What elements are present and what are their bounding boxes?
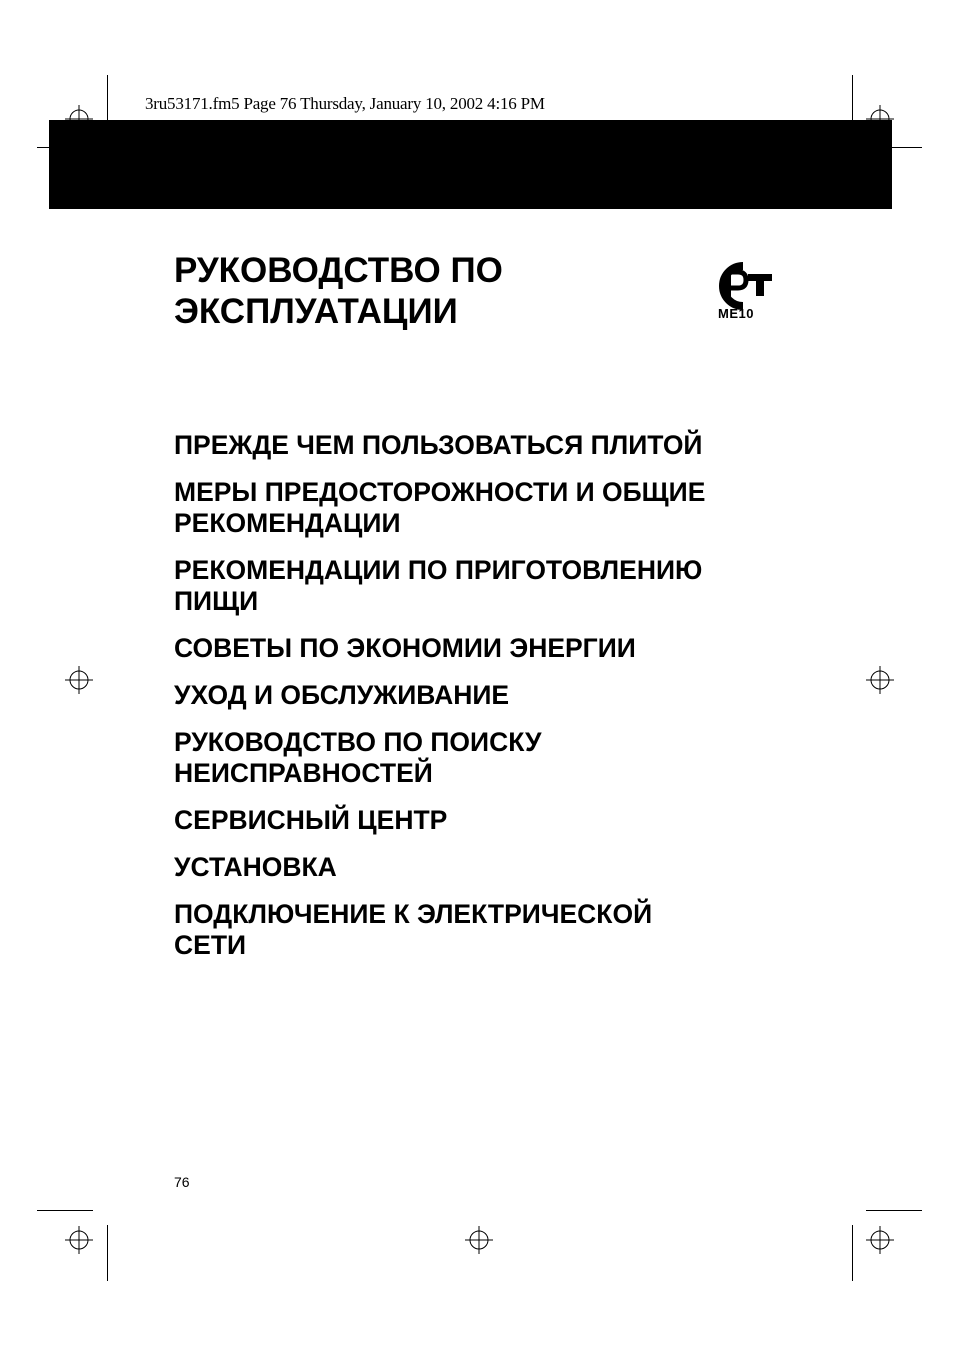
contents-item [174, 680, 794, 711]
contents-item-text: РУКОВОДСТВО ПО ПОИСКУ [174, 727, 542, 757]
contents-item-text: УХОД И ОБСЛУЖИВАНИЕ [174, 680, 510, 710]
contents-item-text: ПОДКЛЮЧЕНИЕ К ЭЛЕКТРИЧЕСКОЙ [174, 899, 653, 929]
contents-item [174, 899, 794, 961]
contents-item-text: ПРЕЖДЕ ЧЕМ ПОЛЬЗОВАТЬСЯ ПЛИТОЙ [174, 430, 703, 460]
contents-item-text: СЕТИ [174, 930, 247, 960]
contents-item [174, 477, 794, 539]
registration-mark-icon [464, 1225, 494, 1255]
crop-mark [866, 1210, 922, 1211]
header-band [49, 120, 892, 209]
document-title [174, 250, 503, 332]
contents-item [174, 852, 794, 883]
contents-item-text: УСТАНОВКА [174, 852, 337, 882]
contents-item-text: СОВЕТЫ ПО ЭКОНОМИИ ЭНЕРГИИ [174, 633, 636, 663]
title-line: ЭКСПЛУАТАЦИИ [174, 292, 458, 331]
contents-item [174, 633, 794, 664]
registration-mark-icon [64, 1225, 94, 1255]
contents-item [174, 727, 794, 789]
contents-item-text: ПИЩИ [174, 586, 259, 616]
contents-list [174, 430, 794, 977]
contents-item [174, 555, 794, 617]
crop-mark [852, 1225, 853, 1281]
contents-item-text: РЕКОМЕНДАЦИИ [174, 508, 401, 538]
contents-item [174, 805, 794, 836]
crop-mark [852, 75, 853, 121]
crop-mark [107, 75, 108, 121]
certification-code: МЕ10 [718, 306, 754, 321]
crop-mark [37, 1210, 93, 1211]
registration-mark-icon [865, 1225, 895, 1255]
contents-item-text: МЕРЫ ПРЕДОСТОРОЖНОСТИ И ОБЩИЕ [174, 477, 706, 507]
contents-item-text: СЕРВИСНЫЙ ЦЕНТР [174, 805, 448, 835]
registration-mark-icon [865, 665, 895, 695]
file-header-line: 3ru53171.fm5 Page 76 Thursday, January 10, 2002 4:16 PM [145, 94, 545, 113]
registration-mark-icon [64, 665, 94, 695]
page-number: 76 [174, 1174, 190, 1190]
contents-item-text: РЕКОМЕНДАЦИИ ПО ПРИГОТОВЛЕНИЮ [174, 555, 703, 585]
title-line: РУКОВОДСТВО ПО [174, 251, 503, 290]
contents-item-text: НЕИСПРАВНОСТЕЙ [174, 758, 433, 788]
contents-item [174, 430, 794, 461]
crop-mark [107, 1225, 108, 1281]
